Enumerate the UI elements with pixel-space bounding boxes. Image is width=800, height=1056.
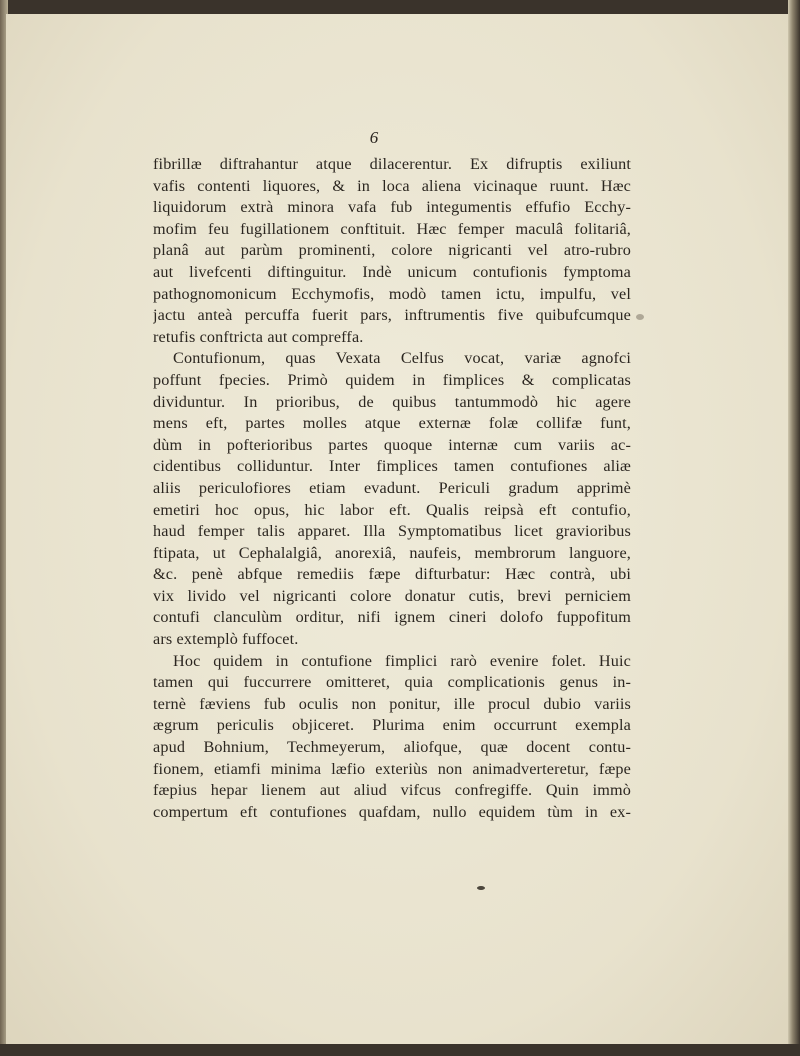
page-number: 6 xyxy=(369,128,379,147)
text-line: aliis periculofiores etiam evadunt. Periculi gradum apprimè xyxy=(153,478,631,497)
text-line: ternè fæviens fub oculis non ponitur, ille procul dubio variis xyxy=(153,694,631,713)
text-line: pathognomonicum Ecchymofis, modò tamen ictu, impulfu, vel xyxy=(153,284,631,303)
text-line: emetiri hoc opus, hic labor eft. Qualis reipsà eft contufio, xyxy=(153,500,631,519)
text-line: tamen qui fuccurrere omitteret, quia complicationis genus in- xyxy=(153,673,631,692)
ink-mark xyxy=(477,886,485,890)
text-line: &c. penè abfque remediis fæpe difturbatur: Hæc contrà, ubi xyxy=(153,565,631,584)
text-line: Contufionum, quas Vexata Celfus vocat, variæ agnofci xyxy=(173,349,631,368)
text-line: planâ aut parùm prominenti, colore nigricanti vel atro-rubro xyxy=(153,241,631,260)
text-line: Hoc quidem in contufione fimplici rarò evenire folet. Huic xyxy=(173,651,631,670)
text-line: dùm in pofterioribus partes quoque internæ cum variis ac- xyxy=(153,435,631,454)
paper-stain xyxy=(636,314,644,320)
text-line: ftipata, ut Cephalalgiâ, anorexiâ, naufeis, membrorum languore, xyxy=(153,543,631,562)
text-line: mofim feu fugillationem conftituit. Hæc femper maculâ folitariâ, xyxy=(153,219,631,238)
text-line: jactu anteà percuffa fuerit pars, inftrumentis five quibufcumque xyxy=(153,306,631,325)
text-line: haud femper talis apparet. Illa Symptomatibus licet gravioribus xyxy=(153,522,631,541)
text-line: contufi clanculùm orditur, nifi ignem cineri dolofo fuppofitum xyxy=(153,608,631,627)
text-line: compertum eft contufiones quafdam, nullo equidem tùm in ex- xyxy=(153,802,631,821)
text-line: fionem, etiamfi minima læfio exteriùs non animadverteretur, fæpe xyxy=(153,759,631,778)
text-line: aut livefcenti diftinguitur. Indè unicum contufionis fymptoma xyxy=(153,262,631,281)
text-line: ars extemplò fuffocet. xyxy=(153,630,299,649)
text-line: liquidorum extrà minora vafa fub integumentis effufio Ecchy- xyxy=(153,198,631,217)
scan-right-edge xyxy=(788,0,800,1056)
body-text xyxy=(153,154,631,823)
text-line: mens eft, partes molles atque externæ folæ collifæ funt, xyxy=(153,414,631,433)
text-line: fæpius hepar lienem aut aliud vifcus confregiffe. Quin immò xyxy=(153,781,631,800)
text-line: poffunt fpecies. Primò quidem in fimplices & complicatas xyxy=(153,370,631,389)
text-line: dividuntur. In prioribus, de quibus tantummodò hic agere xyxy=(153,392,631,411)
scan-bottom-border xyxy=(0,1044,800,1056)
text-line: retufis conftricta aut compreffa. xyxy=(153,327,364,346)
text-line: apud Bohnium, Techmeyerum, aliofque, quæ docent contu- xyxy=(153,738,631,757)
text-line: vix livido vel nigricanti colore donatur cutis, brevi perniciem xyxy=(153,586,631,605)
text-line: cidentibus colliduntur. Inter fimplices tamen contufiones aliæ xyxy=(153,457,631,476)
text-line: fibrillæ diftrahantur atque dilacerentur. Ex difruptis exiliunt xyxy=(153,155,631,173)
scan-top-border xyxy=(0,0,800,14)
text-line: ægrum periculis objiceret. Plurima enim occurrunt exempla xyxy=(153,716,631,735)
text-line: vafis contenti liquores, & in loca aliena vicinaque ruunt. Hæc xyxy=(153,176,631,195)
